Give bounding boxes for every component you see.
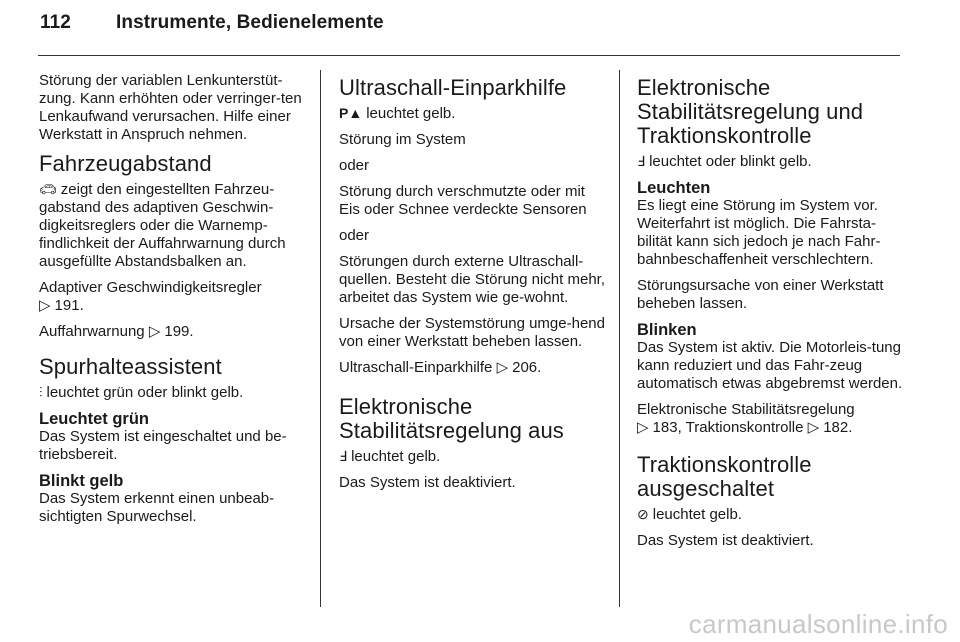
ultraschall-text: P▲ leuchtet gelb. <box>339 105 456 122</box>
ref-arrow-icon: ▷ <box>637 419 649 436</box>
ref-arrow-icon: ▷ <box>496 359 509 376</box>
ultraschall-p5: Störungen durch externe Ultraschall-quellen. Besteht die Störung nicht mehr, arbeitet das System wie ge-wohnt. <box>339 253 606 306</box>
blinkt-gelb-text: Das System erkennt einen unbeab-sichtigten Spurwechsel. <box>39 490 275 525</box>
ultraschall-p4: oder <box>339 227 370 244</box>
car-distance-icon: 🚗︎ <box>39 181 57 197</box>
ref-adaptive-cruise: Adaptiver Geschwindigkeitsregler ▷ 191. <box>39 279 262 314</box>
heading-fahrzeugabstand: Fahrzeugabstand <box>39 151 212 176</box>
esp-aus-text: Ⅎ leuchtet gelb. <box>339 448 441 465</box>
page-number: 112 <box>40 12 71 33</box>
ref-esp-tc: Elektronische Stabilitätsregelung ▷ 183, Traktionskontrolle ▷ 182. <box>637 401 855 436</box>
spurhalte-text: ⫶ leuchtet grün oder blinkt gelb. <box>39 384 244 401</box>
esp-text: Ⅎ leuchtet oder blinkt gelb. <box>637 153 812 170</box>
intro-paragraph: Störung der variablen Lenkunterstüt-zung. Kann erhöhten oder verringer-ten Lenkaufwand verursachen. Hilfe einer Werkstatt in Anspruch nehmen. <box>39 72 302 143</box>
column-1 <box>39 72 307 534</box>
subheading-leuchtet-gruen: Leuchtet grün <box>39 410 149 428</box>
heading-esp-aus: Elektronische Stabilitätsregelung aus <box>339 394 564 443</box>
subheading-blinken: Blinken <box>637 321 697 339</box>
ultraschall-p1: Störung im System <box>339 131 466 148</box>
ultraschall-p2: oder <box>339 157 370 174</box>
leuchten-text: Es liegt eine Störung im System vor. Weiterfahrt ist möglich. Die Fahrsta-bilität kann sich jedoch je nach Fahr-bahnbeschaffenheit verschlechtern. <box>637 197 881 268</box>
column-3 <box>637 72 905 558</box>
ref-arrow-icon: ▷ <box>807 419 820 436</box>
ultraschall-p6: Ursache der Systemstörung umge-hend von einer Werkstatt beheben lassen. <box>339 315 605 350</box>
esp-off-icon: Ⅎ <box>339 448 348 464</box>
tc-aus-p1: Das System ist deaktiviert. <box>637 532 814 549</box>
column-2 <box>339 72 607 500</box>
blinken-text: Das System ist aktiv. Die Motorleis-tung kann reduziert und das Fahr-zeug automatisch etwas abgebremst werden. <box>637 339 903 392</box>
fahrzeugabstand-text: 🚗︎ zeigt den eingestellten Fahrzeu-gabstand des adaptiven Geschwin-digkeitsreglers oder die Warnemp-findlichkeit der Auffahrwarnung durch ausgefüllte Abstandsbalken an. <box>39 181 286 270</box>
column-divider-2 <box>619 70 620 607</box>
esp-aus-p1: Das System ist deaktiviert. <box>339 474 516 491</box>
leuchtet-gruen-text: Das System ist eingeschaltet und be-triebsbereit. <box>39 428 287 463</box>
subheading-leuchten: Leuchten <box>637 179 711 197</box>
heading-esp: Elektronische Stabilitätsregelung und Traktionskontrolle <box>637 75 864 148</box>
esp-icon: Ⅎ <box>637 153 646 169</box>
leuchten-text-2: Störungsursache von einer Werkstatt beheben lassen. <box>637 277 884 312</box>
header-divider <box>38 55 900 56</box>
traction-off-icon: ⊘ <box>637 506 649 522</box>
heading-tc-aus: Traktionskontrolle ausgeschaltet <box>637 452 812 501</box>
ref-arrow-icon: ▷ <box>39 297 51 314</box>
page-title: Instrumente, Bedienelemente <box>116 12 384 33</box>
park-assist-icon: P▲ <box>339 105 363 121</box>
subheading-blinkt-gelb: Blinkt gelb <box>39 472 124 490</box>
lane-assist-icon: ⫶ <box>39 384 43 400</box>
watermark: carmanualsonline.info <box>688 609 948 639</box>
ref-park-assist: Ultraschall-Einparkhilfe ▷ 206. <box>339 359 542 376</box>
tc-aus-text: ⊘ leuchtet gelb. <box>637 506 742 523</box>
ref-arrow-icon: ▷ <box>148 323 161 340</box>
ultraschall-p3: Störung durch verschmutzte oder mit Eis oder Schnee verdeckte Sensoren <box>339 183 587 218</box>
heading-spurhalteassistent: Spurhalteassistent <box>39 354 222 379</box>
ref-collision-warning: Auffahrwarnung ▷ 199. <box>39 323 194 340</box>
column-divider-1 <box>320 70 321 607</box>
heading-ultraschall: Ultraschall-Einparkhilfe <box>339 75 567 100</box>
page-header <box>40 12 384 34</box>
